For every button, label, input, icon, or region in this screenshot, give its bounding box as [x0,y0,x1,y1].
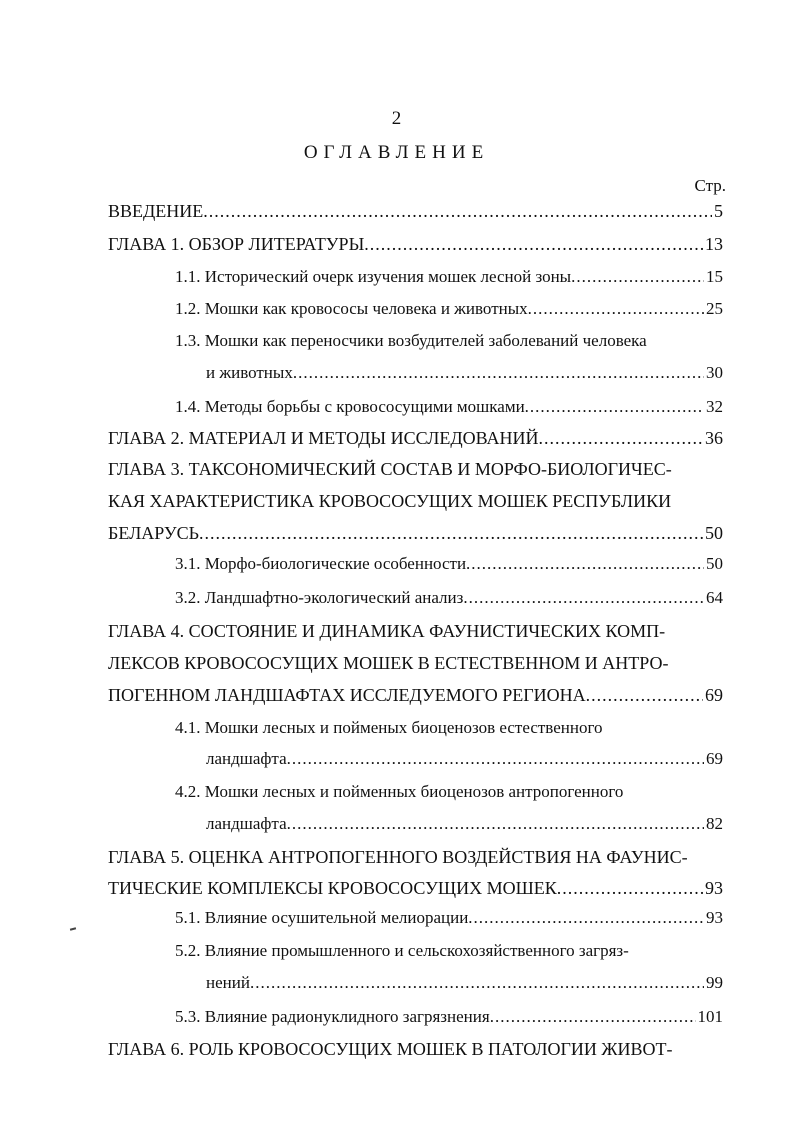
toc-entry-page: 64 [706,588,723,607]
toc-entry-text: ландшафта [206,814,287,833]
toc-entry-page: 50 [706,554,723,573]
toc-entry-text: 3.1. Морфо-биологические особенности [175,554,467,573]
toc-entry-chapter-3 [108,521,723,545]
toc-entry-page: 15 [706,267,723,286]
toc-entry-text: 1.1. Исторический очерк изучения мошек лесной зоны [175,267,572,286]
toc-line-chapter-3: КАЯ ХАРАКТЕРИСТИКА КРОВОСОСУЩИХ МОШЕК РЕСПУБЛИКИ [108,491,672,511]
toc-entry-section-5-2 [206,971,723,995]
toc-entry-text: 1.4. Методы борьбы с кровососущими мошками [175,397,525,416]
toc-line-chapter-6: ГЛАВА 6. РОЛЬ КРОВОСОСУЩИХ МОШЕК В ПАТОЛОГИИ ЖИВОТ- [108,1039,673,1059]
toc-entry-text: нений [206,973,250,992]
toc-entry-text: 1.2. Мошки как кровососы человека и животных [175,299,528,318]
dot-leader [463,586,704,610]
toc-entry-page: 69 [705,685,723,705]
toc-entry-page: 30 [706,363,723,382]
toc-entry-text: ПОГЕННОМ ЛАНДШАФТАХ ИССЛЕДУЕМОГО РЕГИОНА [108,685,586,705]
page-title: ОГЛАВЛЕНИЕ [303,142,490,163]
toc-entry-section-3-1 [175,552,723,576]
toc-entry-section-1-4 [175,395,723,419]
page-number: 2 [391,108,402,129]
toc-entry-text: ГЛАВА 2. МАТЕРИАЛ И МЕТОДЫ ИССЛЕДОВАНИЙ [108,428,539,448]
toc-entry-chapter-2 [108,426,723,450]
toc-entry-text: БЕЛАРУСЬ [108,523,199,543]
toc-entry-page: 13 [705,234,723,254]
toc-entry-section-5-3 [175,1005,723,1029]
toc-entry-page: 82 [706,814,723,833]
dot-leader [586,683,703,707]
toc-entry-page: 99 [706,973,723,992]
dot-leader [490,1005,696,1029]
toc-entry-text: 5.3. Влияние радионуклидного загрязнения [175,1007,490,1026]
toc-line-chapter-4: ГЛАВА 4. СОСТОЯНИЕ И ДИНАМИКА ФАУНИСТИЧЕСКИХ КОМП- [108,621,666,641]
toc-entry-section-4-2 [206,812,723,836]
toc-entry-text: ТИЧЕСКИЕ КОМПЛЕКСЫ КРОВОСОСУЩИХ МОШЕК [108,878,557,898]
toc-entry-chapter-4 [108,683,723,707]
dot-leader [250,971,704,995]
toc-entry-text: ГЛАВА 1. ОБЗОР ЛИТЕРАТУРЫ [108,234,365,254]
toc-line-chapter-4: ЛЕКСОВ КРОВОСОСУЩИХ МОШЕК В ЕСТЕСТВЕННОМ И АНТРО- [108,653,669,673]
toc-entry-introduction [108,199,723,223]
dot-leader [528,297,704,321]
toc-entry-section-5-1 [175,906,723,930]
toc-entry-page: 32 [706,397,723,416]
toc-line-chapter-5: ГЛАВА 5. ОЦЕНКА АНТРОПОГЕННОГО ВОЗДЕЙСТВИЯ НА ФАУНИС- [108,847,688,867]
toc-line-section-4-2: 4.2. Мошки лесных и пойменных биоценозов антропогенного [175,782,624,801]
toc-line-section-4-1: 4.1. Мошки лесных и пойменых биоценозов естественного [175,718,603,737]
toc-entry-page: 101 [697,1007,723,1026]
toc-entry-text: 3.2. Ландшафтно-экологический анализ [175,588,464,607]
dot-leader [293,361,704,385]
dot-leader [468,906,704,930]
toc-entry-section-1-2 [175,297,723,321]
toc-line-section-1-3: 1.3. Мошки как переносчики возбудителей заболеваний человека [175,331,647,350]
toc-entry-section-4-1 [206,747,723,771]
dot-leader [364,232,703,256]
toc-line-section-5-2: 5.2. Влияние промышленного и сельскохозяйственного загряз- [175,941,629,960]
toc-entry-chapter-1 [108,232,723,256]
toc-entry-section-1-1 [175,265,723,289]
dot-leader [571,265,704,289]
dot-leader [287,747,704,771]
toc-entry-text: 5.1. Влияние осушительной мелиорации [175,908,469,927]
dot-leader [199,521,703,545]
toc-entry-text: ландшафта [206,749,287,768]
dot-leader [557,876,703,900]
pages-column-header: Стр. [694,176,726,195]
toc-entry-text: ВВЕДЕНИЕ [108,201,204,221]
toc-line-chapter-3: ГЛАВА 3. ТАКСОНОМИЧЕСКИЙ СОСТАВ И МОРФО-БИОЛОГИЧЕС- [108,459,672,479]
toc-entry-chapter-5 [108,876,723,900]
dot-leader [525,395,704,419]
toc-entry-page: 5 [714,201,723,221]
dot-leader [539,426,703,450]
toc-entry-section-1-3 [206,361,723,385]
dot-leader [287,812,704,836]
toc-entry-page: 93 [706,908,723,927]
dot-leader [203,199,712,223]
toc-entry-page: 25 [706,299,723,318]
toc-entry-page: 93 [705,878,723,898]
toc-entry-page: 50 [705,523,723,543]
toc-entry-text: и животных [206,363,293,382]
toc-entry-page: 69 [706,749,723,768]
toc-entry-section-3-2 [175,586,723,610]
dot-leader [466,552,704,576]
toc-entry-page: 36 [705,428,723,448]
